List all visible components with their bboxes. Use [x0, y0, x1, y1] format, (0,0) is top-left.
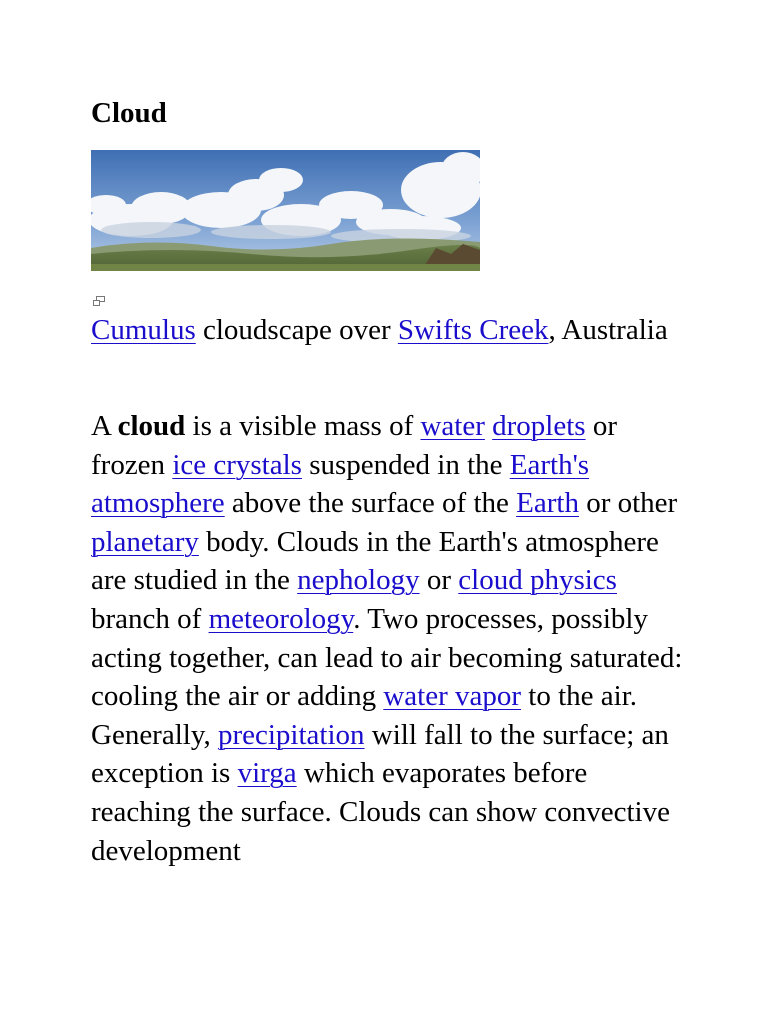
link-virga[interactable]: virga [237, 757, 297, 790]
text-run: which evaporates before reaching the surface. Clouds can show convective development [91, 757, 670, 867]
link-water-vapor[interactable]: water vapor [383, 680, 522, 713]
text-run: or [419, 564, 459, 597]
cumulus-cloudscape-image[interactable] [91, 150, 480, 271]
link-ice-crystals[interactable]: ice crystals [172, 448, 302, 481]
link-water[interactable]: water [420, 410, 485, 442]
text-run: branch of [91, 602, 209, 635]
link-precipitation[interactable]: precipitation [217, 718, 365, 751]
enlarge-icon[interactable] [92, 295, 106, 307]
text-run: suspended in the [301, 448, 510, 481]
text-run: to the air. Generally, [91, 680, 638, 751]
caption-text: , Australia [548, 314, 668, 346]
text-run: body. Clouds in the Earth's atmosphere are studied in the [91, 525, 659, 597]
page-title: Cloud [91, 97, 167, 129]
link-swifts-creek[interactable]: Swifts Creek [397, 314, 549, 346]
text-run: will fall to the surface; an exception is [91, 718, 669, 790]
image-caption [91, 311, 691, 350]
link-droplets[interactable]: droplets [492, 410, 586, 442]
text-run: is a visible mass of [185, 410, 421, 442]
text-run: . Two processes, possibly acting together, can lead to air becoming saturated: cooling the air or adding [91, 602, 683, 713]
link-earths-atmosphere[interactable]: Earth's atmosphere [91, 448, 590, 520]
text-run: A [91, 410, 118, 442]
text-run: above the surface of the [224, 487, 517, 520]
link-planetary[interactable]: planetary [91, 525, 199, 558]
article-paragraph [91, 407, 691, 870]
link-cumulus[interactable]: Cumulus [91, 314, 196, 346]
text-run: or other [578, 487, 678, 520]
bold-term-cloud: cloud [117, 410, 186, 442]
link-meteorology[interactable]: meteorology [208, 602, 354, 635]
text-run: or frozen [91, 410, 617, 481]
link-earth[interactable]: Earth [516, 487, 579, 520]
link-nephology[interactable]: nephology [297, 564, 420, 597]
link-cloud-physics[interactable]: cloud physics [458, 564, 617, 597]
caption-text: cloudscape over [195, 314, 398, 346]
